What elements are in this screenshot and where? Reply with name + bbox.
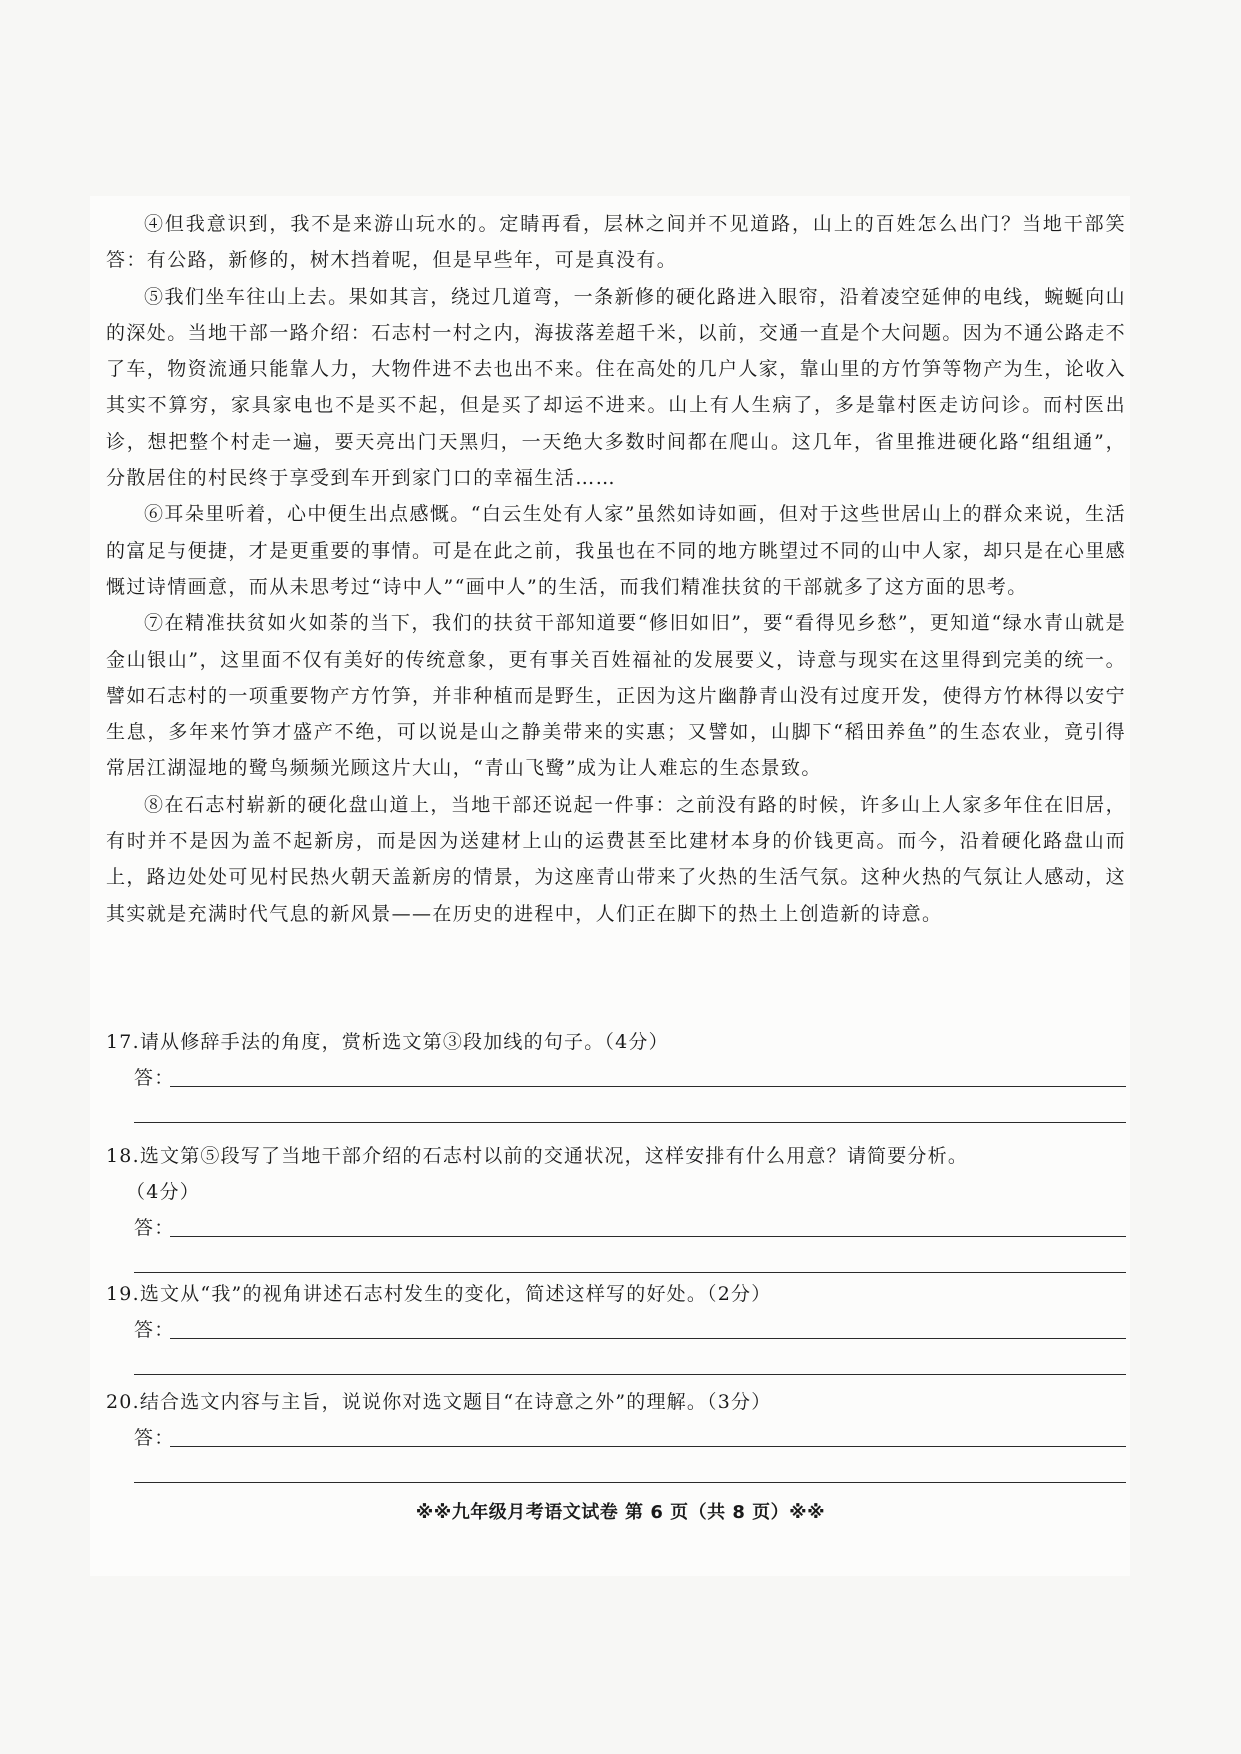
question-19-answer-line-2[interactable] — [134, 1348, 1126, 1384]
question-18 — [106, 1138, 1126, 1282]
question-17-answer-line-2[interactable] — [134, 1096, 1126, 1132]
paragraph-6: ⑥耳朵里听着，心中便生出点感慨。“白云生处有人家”虽然如诗如画，但对于这些世居山上的群众来说，生活的富足与便捷，才是更重要的事情。可是在此之前，我虽也在不同的地方眺望过不同的山中人家，却只是在心里感慨过诗情画意，而从未思考过“诗中人”“画中人”的生活，而我们精准扶贫的干部就多了这方面的思考。 — [106, 503, 1127, 598]
question-17-answer[interactable] — [134, 1060, 1126, 1096]
answer-label: 答： — [134, 1319, 175, 1341]
page-footer: ※※九年级月考语文试卷 第 6 页（共 8 页）※※ — [415, 1502, 826, 1523]
question-20 — [106, 1384, 1126, 1492]
question-17-text: 17.请从修辞手法的角度，赏析选文第③段加线的句子。（4分） — [106, 1031, 669, 1053]
answer-label: 答： — [134, 1427, 175, 1449]
question-18-answer[interactable] — [134, 1210, 1126, 1246]
reading-passage — [106, 206, 1126, 932]
answer-line — [170, 1086, 1126, 1087]
paragraph-7: ⑦在精准扶贫如火如荼的当下，我们的扶贫干部知道要“修旧如旧”，要“看得见乡愁”，更知道“绿水青山就是金山银山”，这里面不仅有美好的传统意象，更有事关百姓福祉的发展要义，诗意与现实在这里得到完美的统一。譬如石志村的一项重要物产方竹笋，并非种植而是野生，正因为这片幽静青山没有过度开发，使得方竹林得以安宁生息，多年来竹笋才盛产不绝，可以说是山之静美带来的实惠；又譬如，山脚下“稻田养鱼”的生态农业，竟引得常居江湖湿地的鹭鸟频频光顾这片大山，“青山飞鹭”成为让人难忘的生态景致。 — [106, 612, 1127, 780]
question-19-answer[interactable] — [134, 1312, 1126, 1348]
answer-line — [134, 1482, 1126, 1483]
answer-label: 答： — [134, 1217, 175, 1239]
question-19 — [106, 1276, 1126, 1384]
answer-line — [170, 1236, 1126, 1237]
question-18-text: 18.选文第⑤段写了当地干部介绍的石志村以前的交通状况，这样安排有什么用意？请简要分析。 — [106, 1145, 969, 1167]
paragraph-8: ⑧在石志村崭新的硬化盘山道上，当地干部还说起一件事：之前没有路的时候，许多山上人家多年住在旧居，有时并不是因为盖不起新房，而是因为送建材上山的运费甚至比建材本身的价钱更高。而今，沿着硬化路盘山而上，路边处处可见村民热火朝天盖新房的情景，为这座青山带来了火热的生活气氛。这种火热的气氛让人感动，这其实就是充满时代气息的新风景——在历史的进程中，人们正在脚下的热土上创造新的诗意。 — [106, 793, 1127, 925]
answer-line — [134, 1122, 1126, 1123]
paragraph-4: ④但我意识到，我不是来游山玩水的。定睛再看，层林之间并不见道路，山上的百姓怎么出门？当地干部笑答：有公路，新修的，树木挡着呢，但是早些年，可是真没有。 — [106, 213, 1126, 272]
answer-line — [170, 1446, 1126, 1447]
answer-line — [170, 1338, 1126, 1339]
paragraph-5: ⑤我们坐车往山上去。果如其言，绕过几道弯，一条新修的硬化路进入眼帘，沿着凌空延伸的电线，蜿蜒向山的深处。当地干部一路介绍：石志村一村之内，海拔落差超千米，以前，交通一直是个大问题。因为不通公路走不了车，物资流通只能靠人力，大物件进不去也出不来。住在高处的几户人家，靠山里的方竹笋等物产为生，论收入其实不算穷，家具家电也不是买不起，但是买了却运不进来。山上有人生病了，多是靠村医走访问诊。而村医出诊，想把整个村走一遍，要天亮出门天黑归，一天绝大多数时间都在爬山。这几年，省里推进硬化路“组组通”，分散居住的村民终于享受到车开到家门口的幸福生活…… — [106, 285, 1127, 490]
question-19-text: 19.选文从“我”的视角讲述石志村发生的变化，简述这样写的好处。（2分） — [106, 1283, 772, 1305]
question-20-text: 20.结合选文内容与主旨，说说你对选文题目“在诗意之外”的理解。（3分） — [106, 1391, 772, 1413]
question-20-answer[interactable] — [134, 1420, 1126, 1456]
answer-label: 答： — [134, 1067, 175, 1089]
question-18-score: （4分） — [126, 1181, 200, 1203]
answer-line — [134, 1272, 1126, 1273]
question-17 — [106, 1024, 1126, 1132]
answer-line — [134, 1374, 1126, 1375]
question-20-answer-line-2[interactable] — [134, 1456, 1126, 1492]
